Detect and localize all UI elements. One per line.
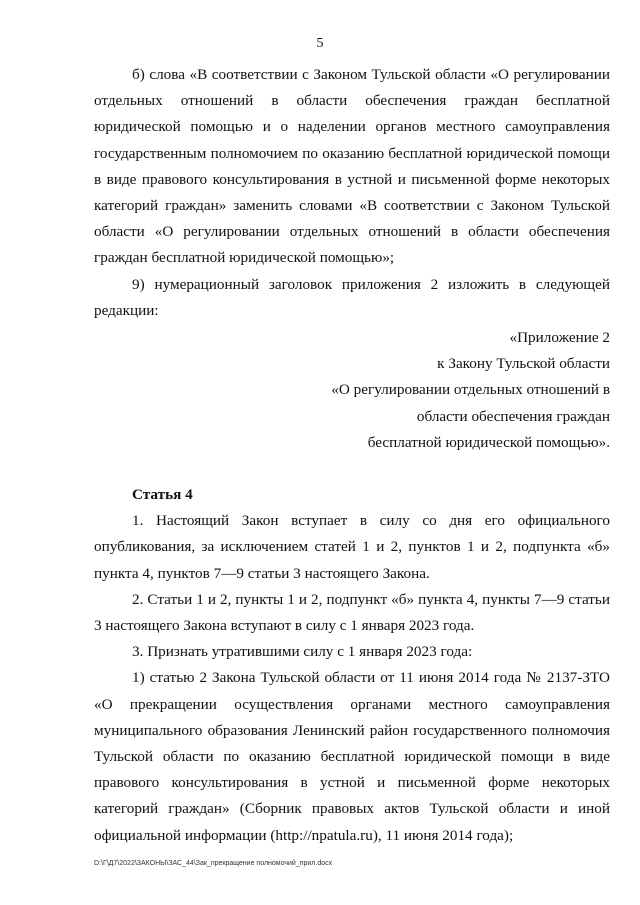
article-paragraph-2: 2. Статьи 1 и 2, пункты 1 и 2, подпункт «б» пункта 4, пункты 7—9 статьи 3 настоящего Закона вступают в силу с 1 января 2023 года. <box>94 590 610 635</box>
paragraph-point-9: 9) нумерационный заголовок приложения 2 изложить в следующей редакции: <box>94 275 610 319</box>
paragraph-subpoint-b: б) слова «В соответствии с Законом Тульской области «О регулировании отдельных отношений в области обеспечения граждан бесплатной юридической помощью и о наделении органов местного самоуправления государственным полномочием по оказанию бесплатной юридической помощи в виде правового консультирования в устной и письменной форме некоторых категорий граждан» заменить словами «В соответствии с Законом Тульской области «О регулировании отдельных отношений в области обеспечения граждан бесплатной юридической помощью»; <box>94 66 610 267</box>
appendix-line: области обеспечения граждан <box>416 407 610 425</box>
appendix-line: «Приложение 2 <box>509 329 610 347</box>
article-paragraph-1: 1. Настоящий Закон вступает в силу со дня его официального опубликования, за исключением статей 1 и 2, пунктов 1 и 2, подпункта «б» пункта 4, пунктов 7—9 статьи 3 настоящего Закона. <box>94 512 610 582</box>
document-body <box>94 62 610 849</box>
file-path-footer: D:\Г\Д7\2022\ЗАКОНЫ\ЗАС_44\Зак_прекращение полномочий_прил.docx <box>94 860 333 867</box>
article-heading: Статья 4 <box>132 486 193 504</box>
appendix-line: «О регулировании отдельных отношений в <box>331 381 610 399</box>
appendix-line: бесплатной юридической помощью». <box>367 433 610 451</box>
page-number: 5 <box>316 36 324 51</box>
appendix-line: к Закону Тульской области <box>437 355 610 373</box>
article-paragraph-3-1: 1) статью 2 Закона Тульской области от 11 июня 2014 года № 2137-ЗТО «О прекращении осуществления органами местного самоуправления муниципального образования Ленинский район государственного полномочия Тульской области по оказанию бесплатной юридической помощи в виде правового консультирования в устной и письменной форме некоторых категорий граждан» (Сборник правовых актов Тульской области и иной официальной информации (http://npatula.ru), 11 июня 2014 года); <box>94 669 610 844</box>
article-paragraph-3: 3. Признать утратившими силу с 1 января 2023 года: <box>132 643 473 661</box>
appendix-heading-block <box>94 324 610 456</box>
